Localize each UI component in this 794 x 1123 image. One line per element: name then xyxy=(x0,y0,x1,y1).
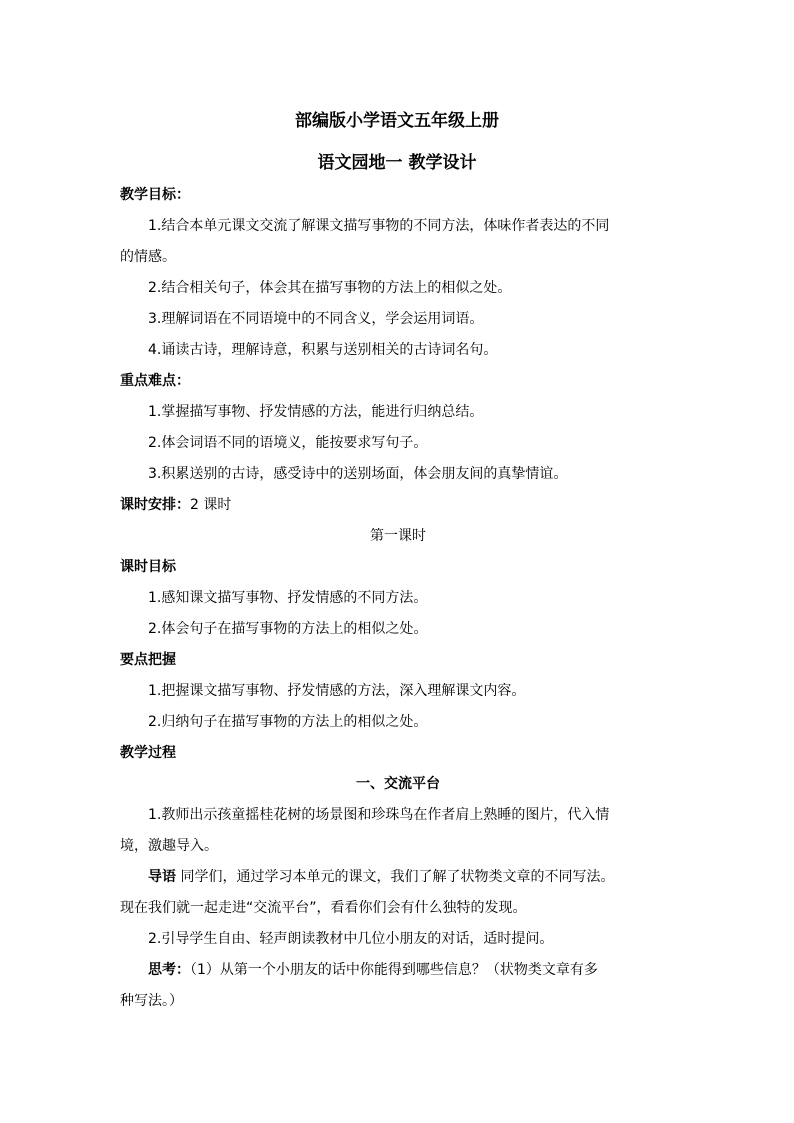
think-label: 思考： xyxy=(148,962,190,978)
schedule-value: 2 课时 xyxy=(190,497,232,513)
process-1-line-b: 境，激趣导入。 xyxy=(120,838,218,854)
key-points-heading: 重点难点： xyxy=(120,373,190,389)
key-point-1: 1.掌握描写事物、抒发情感的方法，能进行归纳总结。 xyxy=(148,404,484,420)
document-body xyxy=(120,180,676,1017)
guide-line-a xyxy=(120,862,676,893)
think-line-b: 种写法。） xyxy=(120,993,183,1009)
key-point-2: 2.体会词语不同的语境义，能按要求写句子。 xyxy=(148,435,428,451)
lesson-goal-1: 1.感知课文描写事物、抒发情感的不同方法。 xyxy=(148,590,428,606)
goal-1-line-a: 1.结合本单元课文交流了解课文描写事物的不同方法，体味作者表达的不同 xyxy=(148,218,610,234)
focus-1: 1.把握课文描写事物、抒发情感的方法，深入理解课文内容。 xyxy=(148,683,526,699)
goals-heading: 教学目标： xyxy=(120,187,190,203)
key-point-3: 3.积累送别的古诗，感受诗中的送别场面，体会朋友间的真挚情谊。 xyxy=(148,466,568,482)
guide-text-a: 同学们，通过学习本单元的课文，我们了解了状物类文章的不同写法。 xyxy=(176,869,615,885)
document-title: 部编版小学语文五年级上册 xyxy=(295,111,499,131)
guide-label: 导语 xyxy=(148,869,176,885)
goal-4: 4.诵读古诗，理解诗意，积累与送别相关的古诗词名句。 xyxy=(148,342,498,358)
goal-3: 3.理解词语在不同语境中的不同含义，学会运用词语。 xyxy=(148,311,484,327)
process-2: 2.引导学生自由、轻声朗读教材中几位小朋友的对话，适时提问。 xyxy=(148,931,554,947)
schedule-line xyxy=(120,490,676,521)
goal-2: 2.结合相关句子，体会其在描写事物的方法上的相似之处。 xyxy=(148,280,512,296)
lesson-goal-2: 2.体会句子在描写事物的方法上的相似之处。 xyxy=(148,621,428,637)
focus-heading: 要点把握 xyxy=(120,652,176,668)
document-subtitle: 语文园地一 教学设计 xyxy=(317,153,477,173)
process-heading: 教学过程 xyxy=(120,745,176,761)
goal-1-line-b: 的情感。 xyxy=(120,249,176,265)
process-1-line-a: 1.教师出示孩童摇桂花树的场景图和珍珠鸟在作者肩上熟睡的图片，代入情 xyxy=(148,807,610,823)
think-text-a: （1）从第一个小朋友的话中你能得到哪些信息？（状物类文章有多 xyxy=(190,962,598,978)
guide-line-b: 现在我们就一起走进“交流平台”，看看你们会有什么独特的发现。 xyxy=(120,900,527,916)
section-1-heading: 一、交流平台 xyxy=(356,776,440,792)
lesson-goals-heading: 课时目标 xyxy=(120,559,176,575)
focus-2: 2.归纳句子在描写事物的方法上的相似之处。 xyxy=(148,714,428,730)
schedule-label: 课时安排： xyxy=(120,497,190,513)
think-line-a xyxy=(120,955,676,986)
lesson-1-heading: 第一课时 xyxy=(370,528,426,544)
